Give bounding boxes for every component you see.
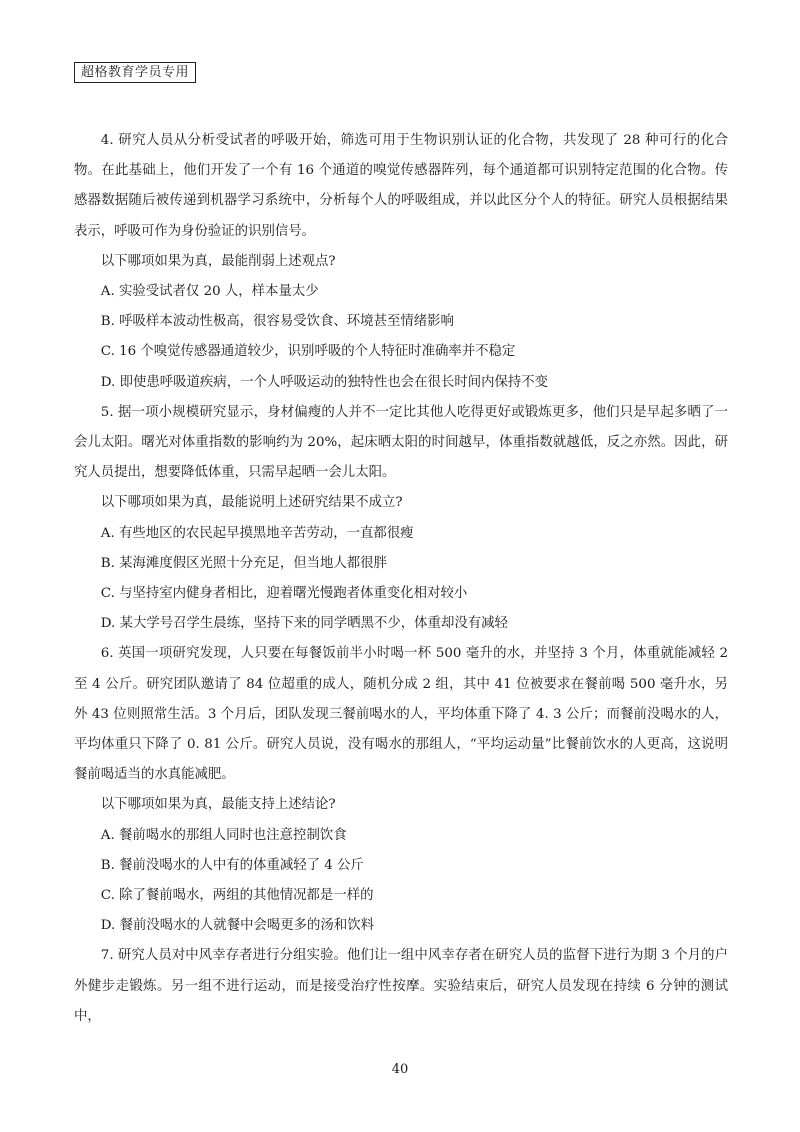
header-label-box xyxy=(74,62,196,83)
question-7-stem: 7. 研究人员对中风幸存者进行分组实验。他们让一组中风幸存者在研究人员的监督下进行为期 3 个月的户外健步走锻炼。另一组不进行运动，而是接受治疗性按摩。实验结束后，研究人员发现在持续 6 分钟的测试中， xyxy=(74,948,728,1024)
question-6-option-a: A. 餐前喝水的那组人同时也注意控制饮食 xyxy=(100,827,347,843)
question-5-option-b: B. 某海滩度假区光照十分充足，但当地人都很胖 xyxy=(100,555,387,571)
question-5-option-a: A. 有些地区的农民起早摸黑地辛苦劳动，一直都很瘦 xyxy=(100,525,414,541)
header-label: 超格教育学员专用 xyxy=(81,65,190,80)
question-6-option-b: B. 餐前没喝水的人中有的体重减轻了 4 公斤 xyxy=(100,857,364,873)
document-body xyxy=(74,126,728,1032)
page-number: 40 xyxy=(391,1062,409,1077)
question-4-prompt: 以下哪项如果为真，最能削弱上述观点? xyxy=(100,253,336,269)
question-5-option-c: C. 与坚持室内健身者相比，迎着曙光慢跑者体重变化相对较小 xyxy=(100,586,468,602)
question-4-option-b: B. 呼吸样本波动性极高，很容易受饮食、环境甚至情绪影响 xyxy=(100,314,454,330)
question-4-stem: 4. 研究人员从分析受试者的呼吸开始，筛选可用于生物识别认证的化合物，共发现了 28 种可行的化合物。在此基础上，他们开发了一个有 16 个通道的嗅觉传感器阵列，每个通道都可识别特定范围的化合物。传感器数据随后被传递到机器学习系统中，分析每个人的呼吸组成，并以此区分个人的特征。研究人员根据结果表示，呼吸可作为身份验证的识别信号。 xyxy=(74,133,728,239)
question-6-prompt: 以下哪项如果为真，最能支持上述结论? xyxy=(100,797,336,813)
question-5-option-d: D. 某大学号召学生晨练，坚持下来的同学晒黑不少，体重却没有减轻 xyxy=(100,616,508,632)
question-6-option-c: C. 除了餐前喝水，两组的其他情况都是一样的 xyxy=(100,888,374,904)
question-4-option-a: A. 实验受试者仅 20 人，样本量太少 xyxy=(100,284,319,300)
question-5-stem: 5. 据一项小规模研究显示，身材偏瘦的人并不一定比其他人吃得更好或锻炼更多，他们只是早起多晒了一会儿太阳。曙光对体重指数的影响约为 20%，起床晒太阳的时间越早，体重指数就越低，反之亦然。因此，研究人员提出，想要降低体重，只需早起晒一会儿太阳。 xyxy=(74,404,728,481)
question-6-option-d: D. 餐前没喝水的人就餐中会喝更多的汤和饮料 xyxy=(100,918,374,934)
question-4-option-d: D. 即使患呼吸道疾病，一个人呼吸运动的独特性也会在很长时间内保持不变 xyxy=(100,374,549,390)
question-4-option-c: C. 16 个嗅觉传感器通道较少，识别呼吸的个人特征时准确率并不稳定 xyxy=(100,344,516,360)
question-5-prompt: 以下哪项如果为真，最能说明上述研究结果不成立? xyxy=(100,495,403,511)
question-6-stem: 6. 英国一项研究发现，人只要在每餐饭前半小时喝一杯 500 毫升的水，并坚持 3 个月，体重就能减轻 2 至 4 公斤。研究团队邀请了 84 位超重的成人，随机分成 2 组，其中 41 位被要求在餐前喝 500 毫升水，另外 43 位则照常生活。3 个月后，团队发现三餐前喝水的人，平均体重下降了 4. 3 公斤；而餐前没喝水的人，平均体重只下降了 0. 81 公斤。研究人员说，没有喝水的那组人，“平均运动量”比餐前饮水的人更高，这说明餐前喝适当的水真能减肥。 xyxy=(74,646,728,783)
